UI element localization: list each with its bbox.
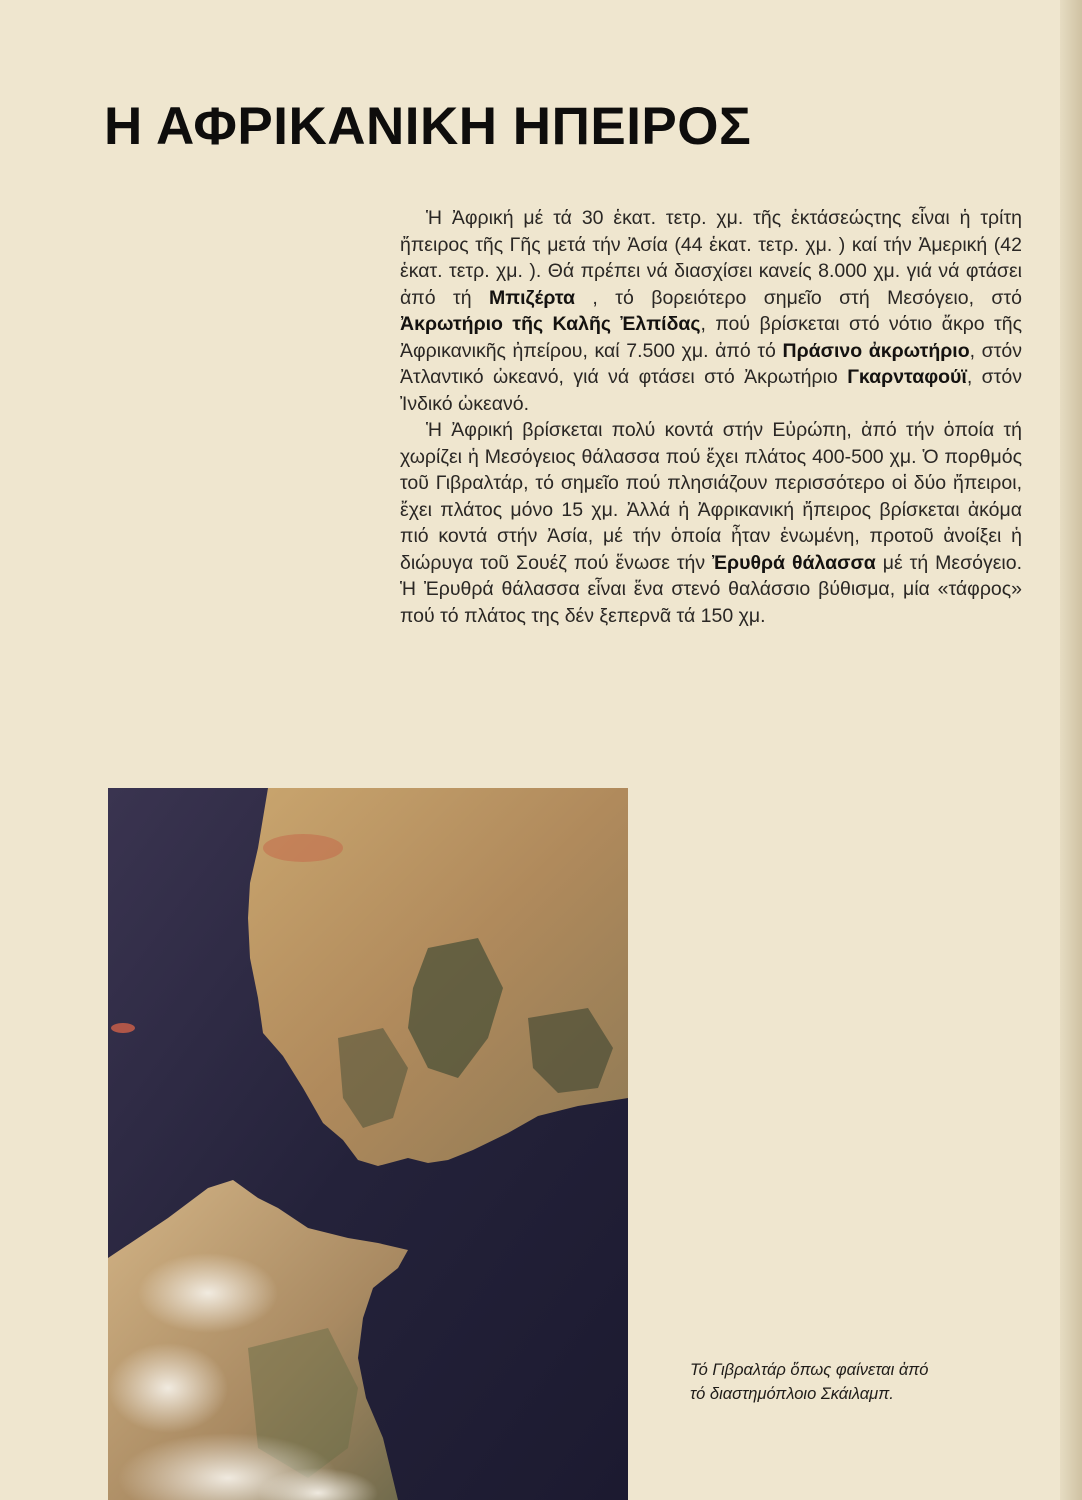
page-title: Η ΑΦΡΙΚΑΝΙΚΗ ΗΠΕΙΡΟΣ <box>104 97 752 156</box>
p1-bold-cape-good-hope: Ἀκρωτήριο τῆς Καλῆς Ἐλπίδας <box>400 313 701 335</box>
article-body <box>400 205 1022 629</box>
caption-line-1: Τό Γιβραλτάρ ὅπως φαίνεται ἀπό <box>690 1361 929 1379</box>
p1-bold-bizerte: Μπιζέρτα <box>488 286 576 309</box>
p1-text-5: , στόν Ἰνδικό ὠκεανό. <box>400 366 1023 415</box>
p1-text-4: , στόν Ἀτλαντικό ὠκεανό, γιά νά φτάσει στό Ἀκρωτήριο <box>400 339 1022 388</box>
photo-caption <box>690 1358 1010 1406</box>
reddish-patch <box>263 834 343 862</box>
paragraph-1 <box>400 205 1022 417</box>
caption-line-2: τό διαστημόπλοιο Σκάιλαμπ. <box>690 1385 894 1403</box>
p2-bold-red-sea: Ἐρυθρά θάλασσα <box>712 551 876 574</box>
p1-text-1: Ἡ Ἀφρική μέ τά 30 ἑκατ. τετρ. χμ. τῆς ἐκτάσεώςτης εἶναι ἡ τρίτη ἤπειρος τῆς Γῆς μετά τήν Ἀσία (44 ἑκατ. τετρ. χμ. ) καί τήν Ἀμερική (42 ἑκατ. τετρ. χμ. ). Θά πρέπει νά διασχίσει κανείς 8.000 χμ. γιά νά φτάσει ἀπό τή <box>400 207 1022 309</box>
p1-text-3: , πού βρίσκεται στό νότιο ἄκρο τῆς Ἀφρικανικῆς ἠπείρου, καί 7.500 χμ. ἀπό τό <box>400 313 1022 362</box>
p2-text-2: μέ τή Μεσόγειο. Ἡ Ἐρυθρά θάλασσα εἶναι ἕνα στενό θαλάσσιο βύθισμα, μία «τάφρος» πού τό πλάτος της δέν ξεπερνᾶ τά 150 χμ. <box>400 551 1023 627</box>
p1-text-2: , τό βορειότερο σημεῖο στή Μεσόγειο, στό <box>575 286 1022 309</box>
paragraph-2 <box>400 417 1022 629</box>
p1-bold-cape-verde: Πράσινο ἀκρωτήριο <box>782 339 970 362</box>
cloud-2 <box>108 1343 228 1433</box>
gibraltar-satellite-photo <box>108 788 628 1500</box>
satellite-image <box>108 788 628 1500</box>
p2-text-1: Ἡ Ἀφρική βρίσκεται πολύ κοντά στήν Εὐρώπη, ἀπό τήν ὁποία τή χωρίζει ἡ Μεσόγειος θάλασσα πού ἔχει πλάτος 400-500 χμ. Ὁ πορθμός τοῦ Γιβραλτάρ, τό σημεῖο πού πλησιάζουν περισσότερο οἱ δύο ἤπειροι, ἔχει πλάτος μόνο 15 χμ. Ἀλλά ἡ Ἀφρικανική ἤπειρος βρίσκεται ἀκόμα πιό κοντά στήν Ἀσία, μέ τήν ὁποία ἦταν ἑνωμένη, προτοῦ ἀνοίξει ἡ διώρυγα τοῦ Σουέζ πού ἕνωσε τήν <box>400 419 1022 574</box>
page-edge <box>1060 0 1082 1500</box>
p1-bold-guardafui: Γκαρνταφούϊ <box>847 366 967 388</box>
red-speck <box>111 1023 135 1033</box>
cloud-1 <box>138 1253 278 1333</box>
